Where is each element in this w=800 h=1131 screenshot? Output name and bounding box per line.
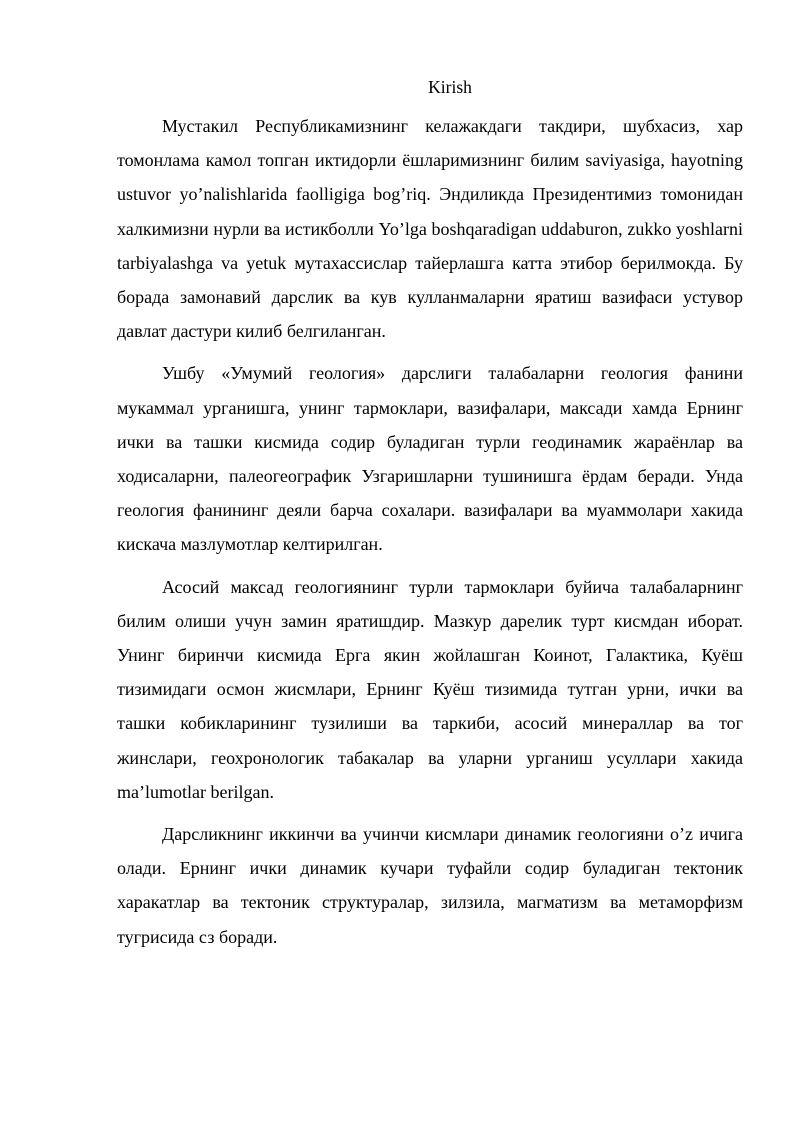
document-title: Kirish (428, 77, 472, 97)
paragraph-1: Мустакил Республикамизнинг келажакдаги такдири, шубхасиз, хар томонлама камол топган иктидорли ёшларимизнинг билим saviyasiga, hayotning ustuvor yo’nalishlarida faolligiga bog’riq. Эндиликда Президентимиз томонидан халкимизни нурли ва истикболли Yo’lga boshqaradigan uddaburon, zukko yoshlarni tarbiyalashga va yetuk мутахассислар тайерлашга катта этибор берилмокда. Бу борада замонавий дарслик ва кув кулланмаларни яратиш вазифаси устувор давлат дастури килиб белгиланган. (117, 116, 743, 342)
document-page (117, 75, 743, 962)
paragraph-3: Асосий максад геологиянинг турли тармоклари буйича талабаларнинг билим олиши учун замин яратишдир. Мазкур дарелик турт кисмдан иборат. Унинг биринчи кисмида Ерга якин жойлашган Коинот, Галактика, Куёш тизимидаги осмон жисмлари, Ернинг Куёш тизимида тутган урни, ички ва ташки кобикларининг тузилиши ва таркиби, асосий минераллар ва тог жинслари, геохронологик табакалар ва уларни урганиш усуллари хакида ma’lumotlar berilgan. (117, 576, 743, 802)
paragraph-2: Ушбу «Умумий геология» дарслиги талабаларни геология фанини мукаммал урганишга, унинг тармоклари, вазифалари, максади хамда Ернинг ички ва ташки кисмида содир буладиган турли геодинамик жараёнлар ва ходисаларни, палеогеографик Узгаришларни тушинишга ёрдам беради. Унда геология фанининг деяли барча сохалари. вазифалари ва муаммолари хакида кискача мазлумотлар келтирилган. (117, 363, 743, 555)
paragraph-4: Дарсликнинг иккинчи ва учинчи кисмлари динамик геологияни o’z ичига олади. Ернинг ички динамик кучари туфайли содир буладиган тектоник харакатлар ва тектоник структуралар, зилзила, магматизм ва метаморфизм тугрисида сз боради. (117, 824, 743, 947)
